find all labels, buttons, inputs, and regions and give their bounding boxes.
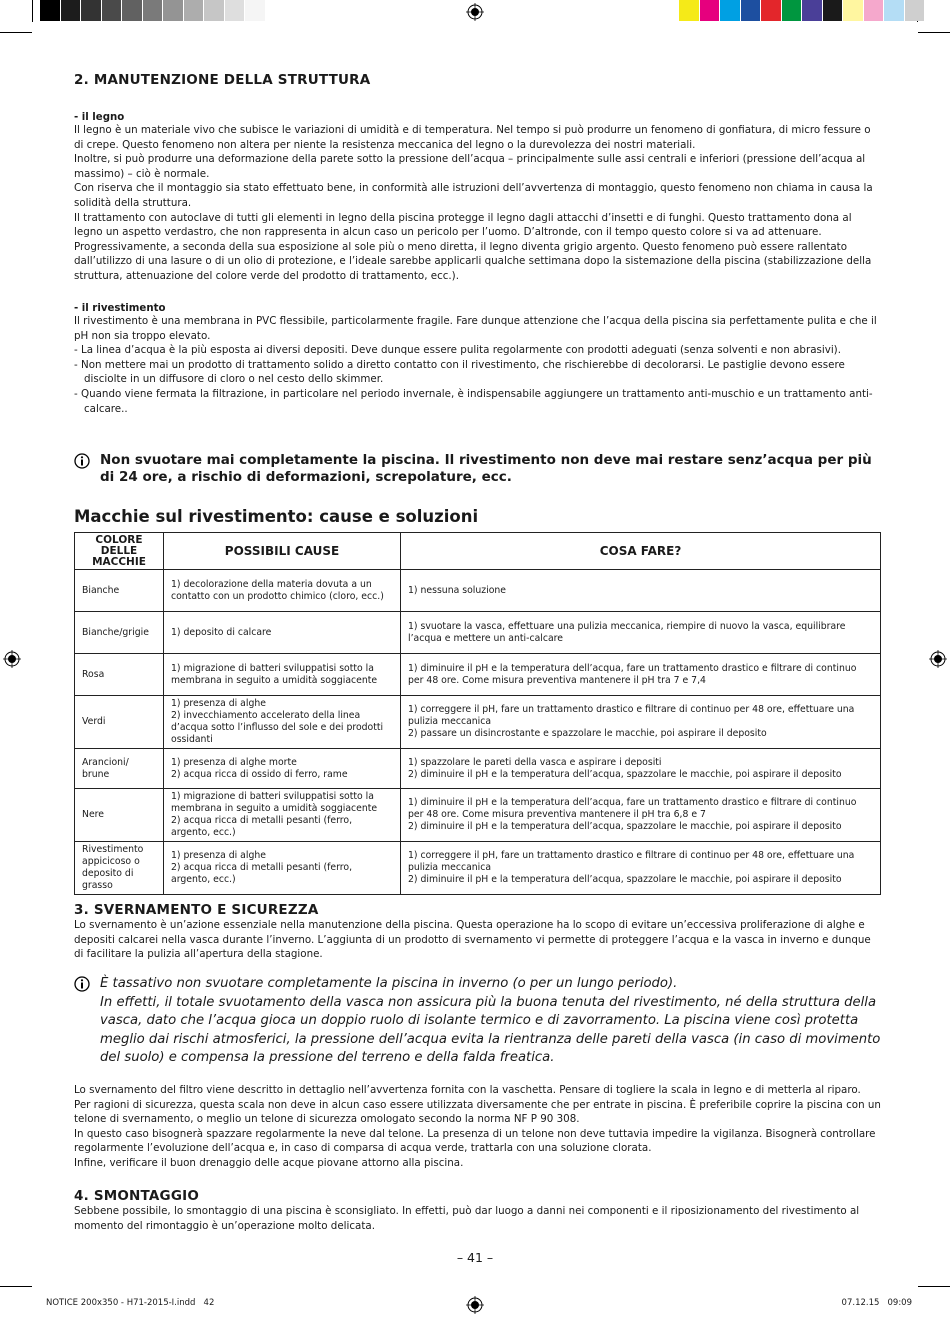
paragraph: Progressivamente, a seconda della sua esposizione al sole più o meno diretta, il legno diventa grigio argento. Questo fenomeno può essere rallentato dall’utilizzo di una lasure o di un olio di protezione, e l’ideale sarebbe applicarli qualche settimana dopo la sistemazione della piscina (stabilizzazione della struttura, attenuazione del colore verde del prodotto di trattamento, ecc.).	[74, 240, 872, 282]
table-header-row	[75, 533, 881, 570]
color-swatch	[741, 0, 762, 21]
fix-cell: 1) correggere il pH, fare un trattamento drastico e filtrare di continuo per 48 ore, effettuare una pulizia meccanica 2) passare un disincrostante e spazzolare le macchie, poi aspirare il deposito	[401, 696, 881, 749]
paragraph: Il trattamento con autoclave di tutti gli elementi in legno della piscina protegge il legno dagli attacchi d’insetti e di funghi. Questo trattamento dona al legno un aspetto verdastro, che non rappresenta in alcun caso un pericolo per l’uomo. D’altronde, con il tempo questo colore si va ad attenuare.	[74, 211, 852, 239]
warning-text: Non svuotare mai completamente la piscina. Il rivestimento non deve mai restare senz’acqua per più di 24 ore, a rischio di deformazioni, screpolature, ecc.	[100, 452, 872, 485]
paragraph: Per ragioni di sicurezza, questa scala non deve in alcun caso essere utilizzata diversamente che per entrate in piscina. È preferibile coprire la piscina con un telone di svernamento, o meglio un telone di sicurezza omologato secondo la norma NF P 90 308.	[74, 1098, 881, 1126]
crop-mark	[32, 0, 33, 22]
stains-table	[74, 532, 881, 895]
paragraph: Infine, verificare il buon drenaggio delle acque piovane attorno alla piscina.	[74, 1156, 464, 1169]
causes-cell: 1) deposito di calcare	[164, 612, 401, 654]
stain-color-cell: Bianche	[75, 570, 164, 612]
section-title: 2. MANUTENZIONE DELLA STRUTTURA	[74, 72, 371, 88]
cmyk-color-bar	[679, 0, 925, 22]
color-swatch	[122, 0, 143, 21]
color-swatch	[40, 0, 61, 21]
table-title: Macchie sul rivestimento: cause e soluzioni	[74, 507, 479, 526]
color-swatch	[679, 0, 700, 21]
fix-cell: 1) diminuire il pH e la temperatura dell’acqua, fare un trattamento drastico e filtrare di continuo per 48 ore. Come misura preventiva mantenere il pH tra 7 e 7,4	[401, 654, 881, 696]
fix-cell: 1) spazzolare le pareti della vasca e aspirare i depositi 2) diminuire il pH e la temperatura dell’acqua, spazzolare le macchie, poi aspirare il deposito	[401, 749, 881, 789]
table-row	[75, 696, 881, 749]
page-number: – 41 –	[456, 1250, 494, 1265]
table-row	[75, 789, 881, 842]
stain-color-cell: Arancioni/ brune	[75, 749, 164, 789]
color-swatch	[782, 0, 803, 21]
subheading-liner: - il rivestimento	[74, 303, 166, 314]
subheading-wood: - il legno	[74, 112, 125, 123]
column-header: COLORE DELLE MACCHIE	[75, 533, 164, 570]
fix-cell: 1) nessuna soluzione	[401, 570, 881, 612]
causes-cell: 1) presenza di alghe 2) invecchiamento accelerato della linea d’acqua sotto l’influsso del sole e dei prodotti ossidanti	[164, 696, 401, 749]
color-swatch	[143, 0, 164, 21]
registration-mark-icon	[466, 3, 484, 21]
fix-cell: 1) correggere il pH, fare un trattamento drastico e filtrare di continuo per 48 ore, effettuare una pulizia meccanica 2) diminuire il pH e la temperatura dell’acqua, spazzolare le macchie, poi aspirare il deposito	[401, 842, 881, 895]
warning-note	[74, 975, 886, 1068]
registration-mark-icon	[466, 1296, 484, 1314]
stain-color-cell: Bianche/grigie	[75, 612, 164, 654]
crop-mark	[0, 1286, 32, 1287]
color-swatch	[225, 0, 246, 21]
column-header: COSA FARE?	[401, 533, 881, 570]
paragraph: In questo caso bisognerà spazzare regolarmente la neve dal telone. La presenza di un telone non deve tuttavia impedire la vigilanza. Bisognerà controllare regolarmente l’evoluzione dell’acqua e, in caso di comparsa di acqua verde, trattarla con una soluzione clorata.	[74, 1127, 876, 1155]
causes-cell: 1) presenza di alghe morte 2) acqua ricca di ossido di ferro, rame	[164, 749, 401, 789]
color-swatch	[102, 0, 123, 21]
fix-cell: 1) svuotare la vasca, effettuare una pulizia meccanica, riempire di nuovo la vasca, equilibrare l’acqua e mettere un anti-calcare	[401, 612, 881, 654]
bullet-item: - La linea d’acqua è la più esposta ai diversi depositi. Deve dunque essere pulita regolarmente con prodotti adeguati (senza solventi e non abrasivi).	[74, 344, 841, 357]
color-swatch	[905, 0, 926, 21]
fix-cell: 1) diminuire il pH e la temperatura dell’acqua, fare un trattamento drastico e filtrare di continuo per 48 ore. Come misura preventiva mantenere il pH tra 6,8 e 7 2) diminuire il pH e la temperatura dell’acqua, spazzolare le macchie, poi aspirare il deposito	[401, 789, 881, 842]
grayscale-color-bar	[40, 0, 266, 22]
table-row	[75, 570, 881, 612]
color-swatch	[204, 0, 225, 21]
section-dismantling	[74, 1188, 881, 1233]
warning-note	[74, 452, 886, 485]
column-header: POSSIBILI CAUSE	[164, 533, 401, 570]
warning-line: In effetti, il totale svuotamento della vasca non assicura più la buona tenuta del rivestimento, né della struttura della vasca, dato che l’acqua gioca un doppio ruolo di isolante termico e di zavorramento. La piscina viene così protetta meglio dai rischi atmosferici, la pressione dell’acqua evita la rientranza delle pareti della vasca (in caso di movimento del suolo) e compensa la pressione del terreno e della falda freatica.	[100, 994, 881, 1065]
stain-color-cell: Nere	[75, 789, 164, 842]
stain-color-cell: Rosa	[75, 654, 164, 696]
color-swatch	[163, 0, 184, 21]
color-swatch	[802, 0, 823, 21]
bullet-item: - Quando viene fermata la filtrazione, in particolare nel periodo invernale, è indispensabile aggiungere un trattamento anti-muschio e un trattamento anti-calcare..	[74, 387, 873, 415]
paragraph: Inoltre, si può produrre una deformazione della parete sotto la pressione dell’acqua – principalmente sulle assi centrali e inferiori (pressione dell’acqua al massimo) – ciò è normale.	[74, 153, 866, 180]
color-swatch	[720, 0, 741, 21]
color-swatch	[81, 0, 102, 21]
paragraph: Il legno è un materiale vivo che subisce le variazioni di umidità e di temperatura. Nel tempo si può produrre un fenomeno di gonfiatura, di micro fessure o di crepe. Questo fenomeno non altera per niente la resistenza meccanica del legno o la durevolezza dei nostri materiali.	[74, 124, 871, 151]
table-row	[75, 842, 881, 895]
color-swatch	[61, 0, 82, 21]
causes-cell: 1) migrazione di batteri sviluppatisi sotto la membrana in seguito a umidità soggiacente 2) acqua ricca di metalli pesanti (ferro, argento, ecc.)	[164, 789, 401, 842]
footer-timestamp: 07.12.15 09:09	[841, 1298, 912, 1308]
color-swatch	[245, 0, 266, 21]
table-row	[75, 612, 881, 654]
section-title: 3. SVERNAMENTO E SICUREZZA	[74, 902, 319, 918]
causes-cell: 1) migrazione di batteri sviluppatisi sotto la membrana in seguito a umidità soggiacente	[164, 654, 401, 696]
section-wintering	[74, 902, 881, 962]
registration-mark-icon	[929, 650, 947, 668]
color-swatch	[864, 0, 885, 21]
bullet-item: - Non mettere mai un prodotto di trattamento solido a diretto contatto con il rivestimento, che rischierebbe di decolorarsi. Le pastiglie devono essere disciolte in un diffusore di cloro o nel cesto dello skimmer.	[74, 358, 845, 386]
wintering-details	[74, 1083, 881, 1171]
section-title: 4. SMONTAGGIO	[74, 1188, 200, 1204]
stain-color-cell: Verdi	[75, 696, 164, 749]
crop-mark	[918, 32, 950, 33]
table-row	[75, 654, 881, 696]
paragraph: Con riserva che il montaggio sia stato effettuato bene, in conformità alle istruzioni dell’avvertenza di montaggio, questo fenomeno non chiama in causa la solidità della struttura.	[74, 182, 873, 209]
color-swatch	[843, 0, 864, 21]
paragraph: Il rivestimento è una membrana in PVC flessibile, particolarmente fragile. Fare dunque attenzione che l’acqua della piscina sia perfettamente pulita e che il pH non sia troppo elevato.	[74, 315, 877, 342]
causes-cell: 1) presenza di alghe 2) acqua ricca di metalli pesanti (ferro, argento, ecc.)	[164, 842, 401, 895]
warning-line: È tassativo non svuotare completamente la piscina in inverno (o per un lungo periodo).	[100, 976, 678, 991]
paragraph: Sebbene possibile, lo smontaggio di una piscina è sconsigliato. In effetti, può dar luogo a danni nei componenti e il riposizionamento del rivestimento al momento del rimontaggio è un’operazione molto delicata.	[74, 1205, 860, 1232]
paragraph: Lo svernamento è un’azione essenziale nella manutenzione della piscina. Questa operazione ha lo scopo di evitare un’eccessiva proliferazione di alghe e depositi calcarei nella vasca durante l’inverno. L’aggiunta di un prodotto di svernamento vi permette di proteggere l’acqua e la vasca in inverno e dunque di facilitare la pulizia all’apertura della stagione.	[74, 919, 871, 961]
crop-mark	[0, 32, 32, 33]
color-swatch	[884, 0, 905, 21]
crop-mark	[918, 1286, 950, 1287]
color-swatch	[700, 0, 721, 21]
color-swatch	[761, 0, 782, 21]
color-swatch	[823, 0, 844, 21]
causes-cell: 1) decolorazione della materia dovuta a un contatto con un prodotto chimico (cloro, ecc.)	[164, 570, 401, 612]
warning-text	[100, 975, 886, 1068]
info-icon	[74, 976, 90, 992]
footer-filename: NOTICE 200x350 - H71-2015-I.indd 42	[46, 1298, 215, 1308]
registration-mark-icon	[3, 650, 21, 668]
section-maintenance	[74, 72, 881, 284]
subsection-liner	[74, 303, 881, 416]
paragraph: Lo svernamento del filtro viene descritto in dettaglio nell’avvertenza fornita con la vaschetta. Pensare di togliere la scala in legno e di metterla al riparo.	[74, 1084, 861, 1096]
color-swatch	[184, 0, 205, 21]
table-row	[75, 749, 881, 789]
stain-color-cell: Rivestimento appicicoso o deposito di grasso	[75, 842, 164, 895]
info-icon	[74, 453, 90, 469]
